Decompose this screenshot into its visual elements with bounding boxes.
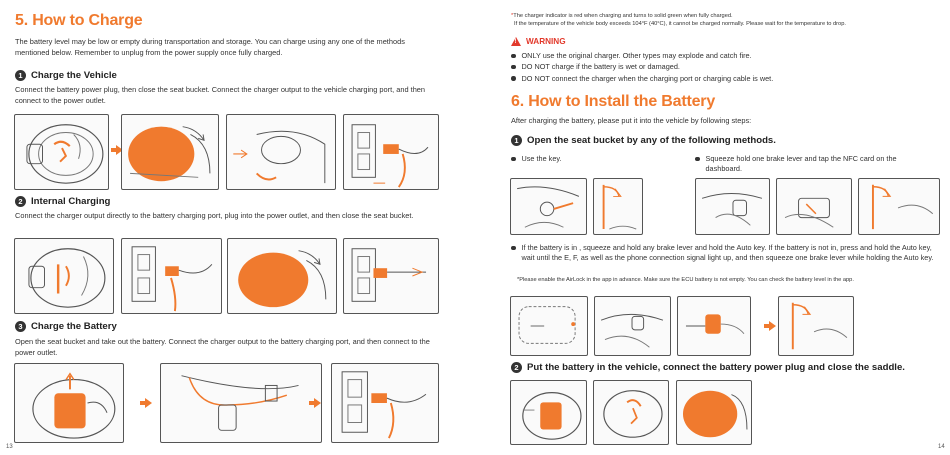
step-arrow <box>314 398 321 408</box>
image-seat-open-auto <box>778 296 854 356</box>
image-connect-charger-battery <box>160 363 322 443</box>
section-1-body: Connect the battery power plug, then close the seat bucket. Connect the charger output to the vehicle charging port, and then connect to the power outlet. <box>15 85 426 105</box>
image-close-seat-internal <box>227 238 337 314</box>
image-squeeze-brake <box>695 178 770 235</box>
left-page-number: 13 <box>6 444 13 450</box>
image-connect-power-plug <box>593 380 669 445</box>
method-nfc <box>695 154 935 174</box>
warning-item <box>511 74 941 84</box>
image-key-insert <box>510 178 587 235</box>
method-auto-key <box>511 243 941 263</box>
image-battery-plug-outlet <box>331 363 439 443</box>
image-insert-battery <box>510 380 587 445</box>
step-2-number: 2 <box>511 362 522 373</box>
step-1-title: Open the seat bucket by any of the following methods. <box>527 135 776 146</box>
step-arrow <box>145 398 152 408</box>
image-plug-outlet-internal <box>121 238 222 314</box>
bullet-dot <box>511 65 516 70</box>
warning-item <box>511 62 941 72</box>
bullet-dot <box>511 76 516 81</box>
section-1-title: Charge the Vehicle <box>31 70 117 81</box>
image-connect-charger-internal <box>14 238 114 314</box>
section-3-body: Open the seat bucket and take out the battery. Connect the charger output to the battery charging port, and then connect to the power outlet. <box>15 337 430 357</box>
image-seat-open-key <box>593 178 643 235</box>
charger-note-star: * <box>511 13 514 19</box>
image-plug-into-outlet <box>343 114 439 190</box>
image-auto-key-press <box>677 296 751 356</box>
section-1-heading <box>15 70 117 81</box>
warning-item <box>511 51 941 61</box>
left-intro: The battery level may be low or empty during transportation and storage. You can charge using any one of the methods mentioned below. Remember to unplug from the power supply once fully charged. <box>15 37 405 57</box>
section-2-heading <box>15 196 110 207</box>
charger-note-line-2: If the temperature of the vehicle body exceeds 104°F (40°C), it cannot be charged normally. Please wait for the temperature to drop. <box>514 20 846 27</box>
section-2-title: Internal Charging <box>31 196 111 207</box>
image-close-saddle <box>676 380 752 445</box>
image-hold-brake-auto <box>594 296 671 356</box>
warning-icon <box>511 37 521 46</box>
section-2-number: 2 <box>15 196 26 207</box>
step-1-number: 1 <box>511 135 522 146</box>
warning-heading <box>511 37 566 46</box>
left-page-title: 5. How to Charge <box>15 12 143 29</box>
image-nfc-tap <box>776 178 852 235</box>
step-2-heading <box>511 362 905 373</box>
bullet-dot <box>511 246 516 251</box>
section-1-number: 1 <box>15 70 26 81</box>
charger-note-line-1: The charger indicator is red when charging and turns to solid green when fully charged. <box>513 13 733 19</box>
image-connect-battery-plug <box>14 114 109 190</box>
right-page-title: 6. How to Install the Battery <box>511 93 716 110</box>
warning-text: DO NOT connect the charger when the charging port or charging cable is wet. <box>521 73 774 83</box>
warning-text: ONLY use the original charger. Other types may explode and catch fire. <box>521 51 752 60</box>
step-arrow <box>769 321 776 331</box>
image-dashboard-display <box>510 296 588 356</box>
image-take-out-battery <box>14 363 124 443</box>
right-intro: After charging the battery, please put it into the vehicle by following steps: <box>511 116 752 125</box>
section-3-number: 3 <box>15 321 26 332</box>
bullet-dot <box>695 157 700 162</box>
image-connect-charger-to-vehicle <box>226 114 336 190</box>
airlock-note: *Please enable the AirLock in the app in advance. Make sure the ECU battery is not empty. You can check the battery level in the app. <box>517 277 854 283</box>
image-seat-open-nfc <box>858 178 940 235</box>
image-charging-indicator-internal <box>343 238 439 314</box>
method-key-text: Use the key. <box>521 154 562 163</box>
bullet-dot <box>511 54 516 59</box>
method-nfc-text: Squeeze hold one brake lever and tap the NFC card on the dashboard. <box>705 154 897 173</box>
warning-text: DO NOT charge if the battery is wet or damaged. <box>521 62 680 72</box>
section-2-body: Connect the charger output directly to the battery charging port, plug into the power outlet, and then close the seat bucket. <box>15 211 414 220</box>
section-3-title: Charge the Battery <box>31 321 117 332</box>
step-2-title: Put the battery in the vehicle, connect the battery power plug and close the saddle. <box>527 362 905 373</box>
method-auto-text: If the battery is in , squeeze and hold any brake lever and hold the Auto key. If the battery is not in, press and hold the Auto key, wait until the E, F, as well as the phone connection signal light up, and then squeeze one brake lever while holding the Auto key. <box>521 243 934 262</box>
charger-note <box>511 13 941 28</box>
warning-label: WARNING <box>526 37 566 46</box>
section-3-heading <box>15 321 117 332</box>
step-1-heading <box>511 135 776 146</box>
right-page-number: 14 <box>938 444 945 450</box>
bullet-dot <box>511 157 516 162</box>
method-use-key <box>511 154 681 164</box>
image-close-seat-bucket <box>121 114 219 190</box>
warning-list <box>511 51 941 83</box>
